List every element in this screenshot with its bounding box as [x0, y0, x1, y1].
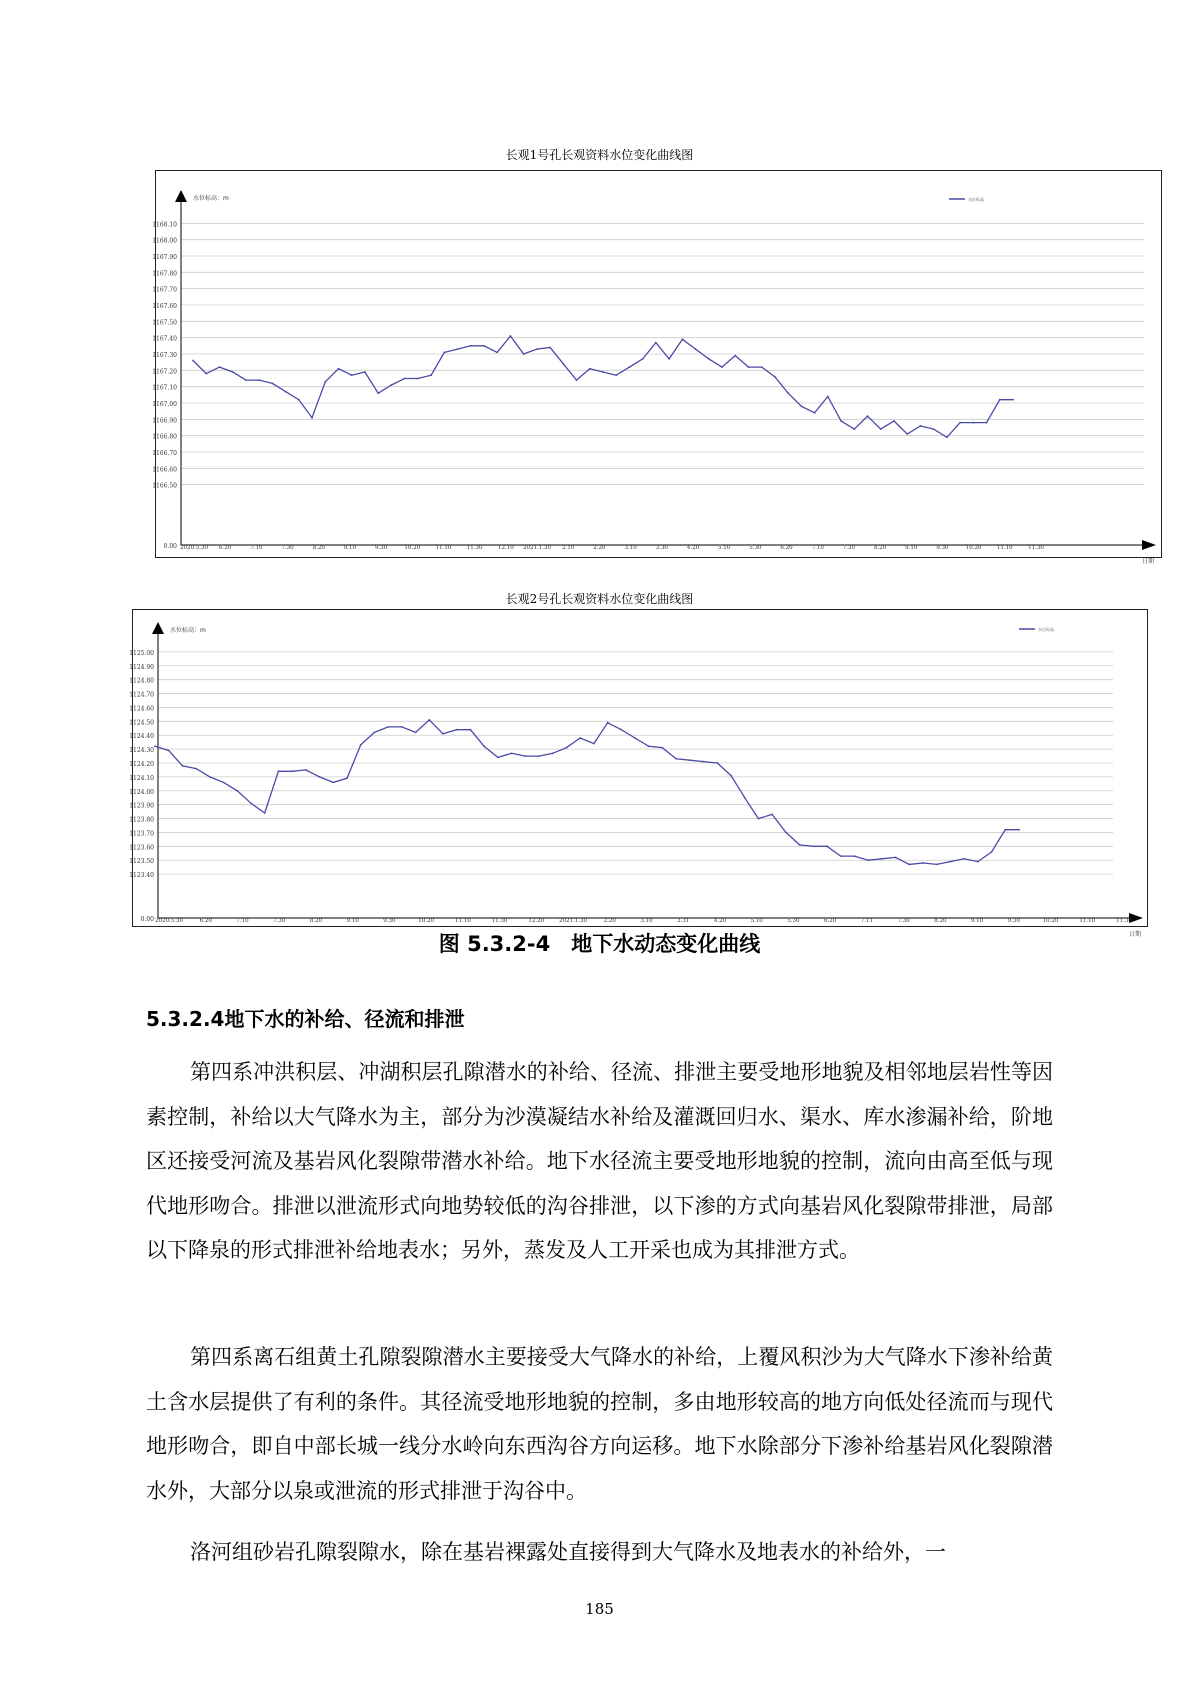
chart2-svg	[129, 610, 1147, 938]
chart2-ytick-label: 1124.30	[129, 747, 154, 755]
chart1-xtick-label: 8.20	[873, 545, 887, 551]
chart1-xtick-label: 11.30	[466, 545, 483, 551]
chart2-ytick-label: 1123.90	[129, 802, 154, 810]
chart2-xtick-label: 3.10	[640, 918, 653, 924]
chart2-xtick-label: 7.10	[236, 918, 249, 924]
chart2-data-point	[620, 729, 622, 731]
chart1-data-point	[986, 422, 988, 424]
chart1-data-point	[205, 373, 207, 375]
chart1-data-point	[391, 384, 393, 386]
chart2-data-point	[854, 855, 856, 857]
chart2-xtick-label: 9.10	[346, 918, 359, 924]
chart2-data-point	[428, 719, 430, 721]
chart1-data-point	[774, 376, 776, 378]
chart1-data-point	[443, 352, 445, 354]
chart2-xtick-label: 5.10	[750, 918, 763, 924]
chart2-ytick-label: 1123.50	[129, 858, 154, 866]
chart1-data-point	[655, 342, 657, 344]
chart2-data-point	[387, 726, 389, 728]
chart1-ytick-label: 1166.50	[152, 482, 177, 490]
chart2-xlabel: 日期	[1129, 931, 1142, 938]
chart2-data-point	[278, 770, 280, 772]
paragraph-1: 第四系冲洪积层、冲湖积层孔隙潜水的补给、径流、排泄主要受地形地貌及相邻地层岩性等因素控制，补给以大气降水为主，部分为沙漠凝结水补给及灌溉回归水、渠水、库水渗漏补给，阶地区还接受河流及基岩风化裂隙带潜水补给。地下水径流主要受地形地貌的控制，流向由高至低与现代地形吻合。排泄以泄流形式向地势较低的沟谷排泄，以下渗的方式向基岩风化裂隙带排泄，局部以下降泉的形式排泄补给地表水；另外，蒸发及人工开采也成为其排泄方式。	[146, 1060, 1053, 1262]
chart2-xtick-label: 8.20	[309, 918, 323, 924]
chart1-data-point	[867, 415, 869, 417]
chart1-data-point	[589, 368, 591, 370]
chart2-data-point	[332, 782, 334, 784]
chart2-data-point	[305, 769, 307, 771]
chart2-data-point	[593, 743, 595, 745]
chart2-xtick-label: 11.30	[1116, 918, 1132, 924]
chart1-xtick-label: 7.30	[842, 545, 856, 551]
chart1-data-point	[562, 363, 564, 365]
chart2-xtick-label: 11.10	[1079, 918, 1096, 924]
chart2-y-axis-arrow	[152, 622, 164, 634]
chart2-ylabel: 水位标高：m	[170, 627, 206, 634]
chart2-data-point	[675, 758, 677, 760]
chart1-data-point	[920, 425, 922, 427]
chart2-data-point	[401, 726, 403, 728]
chart1-legend-label: 水位标高	[968, 197, 984, 202]
chart2-data-point	[195, 768, 197, 770]
chart1-xtick-label: 4.20	[686, 545, 700, 551]
chart1-ytick-label: 1166.70	[152, 450, 177, 457]
chart2-xtick-label: 2.20	[603, 918, 616, 924]
chart1-title: 长观1号孔长观资料水位变化曲线图	[505, 148, 694, 162]
chart2-data-point	[511, 752, 513, 754]
chart1-data-point	[602, 371, 604, 373]
chart2-data-point	[360, 744, 362, 746]
chart2-data-point	[689, 759, 691, 761]
chart1-data-point	[245, 379, 247, 381]
chart2-ytick-label: 1123.80	[129, 816, 154, 824]
chart1-data-point	[906, 433, 908, 435]
section-heading: 5.3.2.4地下水的补给、径流和排泄	[146, 1007, 465, 1031]
chart1-data-point	[946, 436, 948, 438]
chart1-ytick-label: 1167.10	[152, 384, 177, 392]
chart1-xtick-label: 10.20	[965, 545, 982, 551]
chart1-data-point	[972, 422, 974, 424]
chart1-data-point	[549, 347, 551, 349]
chart2-xtick-label: 5.30	[787, 918, 800, 924]
chart1-xlabel: 日期	[1142, 558, 1155, 565]
chart1-data-point	[840, 420, 842, 422]
chart2-data-point	[182, 765, 184, 767]
chart1-data-point	[721, 366, 723, 368]
chart1-data-point	[853, 428, 855, 430]
chart2-origin-label: 0.00	[140, 916, 154, 923]
paragraph-3: 洛河组砂岩孔隙裂隙水，除在基岩裸露处直接得到大气降水及地表水的补给外，一	[190, 1540, 946, 1564]
chart1-xtick-label: 6.20	[219, 545, 232, 551]
chart2-data-point	[662, 747, 664, 749]
chart2-data-point	[470, 729, 472, 731]
chart1-xtick-label: 10.20	[404, 545, 421, 551]
chart1-xtick-label: 7.30	[281, 545, 294, 551]
chart1-data-point	[232, 371, 234, 373]
chart1-data-point	[298, 399, 300, 401]
chart2-ytick-label: 1124.60	[129, 705, 154, 713]
chart1-xtick-label: 9.30	[374, 545, 388, 551]
chart1-data-point	[324, 381, 326, 383]
chart1-data-point	[258, 379, 260, 381]
chart2-data-point	[566, 747, 568, 749]
chart2-data-point	[250, 802, 252, 804]
chart2-data-point	[552, 752, 554, 754]
chart2-xtick-label: 10.20	[418, 918, 434, 924]
chart1-data-point	[523, 353, 525, 355]
chart1-data-point	[192, 360, 194, 362]
chart2-data-point	[264, 812, 266, 814]
figure-caption: 图 5.3.2-4 地下水动态变化曲线	[438, 932, 761, 956]
chart2-xtick-label: 7.11	[860, 918, 874, 924]
chart2-xtick-label: 4.20	[713, 918, 727, 924]
chart2-xtick-label: 2021.1.30	[559, 918, 588, 924]
chart2-xtick-label: 11.30	[491, 918, 508, 924]
chart2-data-point	[346, 777, 348, 779]
chart2-xtick-label: 9.10	[970, 918, 984, 924]
chart2-data-point	[716, 762, 718, 764]
chart2-xtick-label: 10.20	[1042, 918, 1059, 924]
chart2-data-point	[1004, 829, 1006, 831]
chart2-title: 长观2号孔长观资料水位变化曲线图	[505, 592, 694, 606]
chart1-ytick-label: 1168.10	[152, 221, 177, 229]
chart1-xtick-label: 5.10	[718, 545, 731, 551]
chart1-data-point	[510, 335, 512, 337]
chart1-xtick-label: 9.30	[936, 545, 949, 551]
chart1-ytick-label: 1167.20	[152, 368, 177, 376]
chart2-data-point	[867, 859, 869, 861]
chart1-data-point	[880, 428, 882, 430]
chart1-xtick-label: 11.10	[435, 545, 452, 551]
chart2-xtick-label: 7.30	[273, 918, 286, 924]
chart2-xtick-label: 9.30	[1007, 918, 1020, 924]
chart2-frame	[129, 609, 1148, 938]
chart1-data-point	[470, 345, 472, 347]
chart2-data-point	[607, 722, 609, 724]
chart2-data-point	[991, 851, 993, 853]
chart1-data-point	[351, 374, 353, 376]
chart1-data-point	[377, 392, 379, 394]
chart2-ytick-label: 1124.90	[129, 663, 154, 671]
chart1-data-point	[285, 391, 287, 393]
chart2-ytick-label: 1125.00	[129, 649, 154, 657]
chart2-xtick-label: 9.30	[383, 918, 396, 924]
chart2-xtick-label: 3.31	[677, 918, 690, 924]
chart1-data-point	[629, 366, 631, 368]
chart1-origin-label: 0.00	[163, 543, 177, 550]
chart1-data-point	[959, 422, 961, 424]
chart2-data-point	[895, 857, 897, 859]
chart1-ytick-label: 1167.40	[152, 335, 177, 343]
chart2-ytick-label: 1123.60	[129, 844, 154, 852]
chart2-data-point	[456, 729, 458, 731]
chart2-ytick-label: 1124.70	[129, 691, 154, 699]
chart2-data-point	[881, 858, 883, 860]
chart2-ytick-label: 1123.70	[129, 830, 154, 838]
chart1-xtick-label: 3.30	[655, 545, 668, 551]
chart1-xtick-label: 9.10	[343, 545, 357, 551]
chart1-data-point	[801, 405, 803, 407]
chart2-data-point	[758, 818, 760, 820]
chart1-xtick-label: 6.20	[780, 545, 793, 551]
chart1-data-point	[827, 396, 829, 398]
chart2-data-point	[374, 732, 376, 734]
chart2-data-point	[950, 861, 952, 863]
chart2-data-point	[936, 864, 938, 866]
chart2-series-line	[155, 720, 1019, 865]
chart2-xtick-label: 2020.5.30	[155, 918, 183, 924]
chart1-data-point	[748, 366, 750, 368]
chart1-ytick-label: 1167.00	[152, 401, 177, 408]
chart1-data-point	[219, 366, 221, 368]
chart2-data-point	[223, 782, 225, 784]
chart1-xtick-label: 11.10	[996, 545, 1013, 551]
chart2-ytick-label: 1123.40	[129, 872, 154, 880]
chart1-ytick-label: 1166.80	[152, 433, 177, 441]
paragraph-2: 第四系离石组黄土孔隙裂隙潜水主要接受大气降水的补给，上覆风积沙为大气降水下渗补给黄土含水层提供了有利的条件。其径流受地形地貌的控制，多由地形较高的地方向低处径流而与现代地形吻合，即自中部长城一线分水岭向东西沟谷方向运移。地下水除部分下渗补给基岩风化裂隙潜水外，大部分以泉或泄流的形式排泄于沟谷中。	[146, 1345, 1053, 1503]
chart1-frame	[152, 170, 1162, 565]
chart1-data-point	[430, 374, 432, 376]
chart2-data-point	[826, 845, 828, 847]
chart2-data-point	[730, 775, 732, 777]
chart1-data-point	[734, 355, 736, 357]
chart1-xtick-label: 5.30	[749, 545, 762, 551]
chart1-ytick-label: 1168.00	[152, 237, 177, 245]
chart1-xtick-label: 7.10	[250, 545, 263, 551]
chart1-data-point	[417, 378, 419, 380]
chart1-data-point	[642, 358, 644, 360]
chart1-data-point	[338, 368, 340, 370]
chart2-xtick-label: 12.20	[528, 918, 545, 924]
chart1-data-point	[457, 348, 459, 350]
chart2-legend-label: 水位标高	[1038, 627, 1054, 632]
chart2-data-point	[168, 750, 170, 752]
chart2-data-point	[319, 776, 321, 778]
chart1-data-point	[787, 392, 789, 394]
chart1-ytick-label: 1166.60	[152, 466, 177, 474]
chart2-data-point	[977, 861, 979, 863]
chart1-ytick-label: 1167.70	[152, 286, 177, 294]
chart1-xtick-label: 12.10	[497, 545, 514, 551]
chart1-data-point	[668, 358, 670, 360]
chart1-svg	[152, 171, 1161, 565]
chart2-ytick-label: 1124.20	[129, 761, 154, 768]
chart1-data-point	[615, 374, 617, 376]
chart2-data-point	[154, 745, 156, 747]
chart1-data-point	[404, 378, 406, 380]
chart2-ytick-label: 1124.50	[129, 719, 154, 727]
chart1-ylabel: 水位标高：m	[193, 195, 229, 202]
chart1-data-point	[695, 348, 697, 350]
chart2-ytick-label: 1124.10	[129, 774, 154, 782]
chart1-xtick-label: 3.10	[624, 545, 637, 551]
chart2-data-point	[483, 745, 485, 747]
chart1-x-axis-arrow	[1142, 540, 1156, 550]
chart1-data-point	[761, 366, 763, 368]
chart2-data-point	[497, 757, 499, 759]
chart1-data-point	[893, 420, 895, 422]
chart2-data-point	[442, 733, 444, 735]
chart2-data-point	[703, 761, 705, 763]
chart2-ytick-label: 1124.40	[129, 733, 154, 741]
chart2-data-point	[634, 737, 636, 739]
chart1-data-point	[496, 352, 498, 354]
chart2-data-point	[291, 770, 293, 772]
chart2-data-point	[524, 755, 526, 757]
chart2-data-point	[648, 745, 650, 747]
chart1-data-point	[708, 358, 710, 360]
chart1-data-point	[682, 338, 684, 340]
chart1-xtick-label: 2021.1.30	[523, 545, 552, 551]
chart2-data-point	[963, 858, 965, 860]
chart2-data-point	[799, 844, 801, 846]
chart1-data-point	[999, 399, 1001, 401]
chart1-data-point	[814, 412, 816, 414]
chart2-data-point	[812, 845, 814, 847]
chart1-data-point	[272, 383, 274, 385]
chart1-data-point	[536, 348, 538, 350]
chart2-data-point	[415, 732, 417, 734]
chart2-data-point	[922, 862, 924, 864]
chart2-xtick-label: 6.20	[824, 918, 837, 924]
chart1-data-point	[933, 428, 935, 430]
chart1-data-point	[483, 345, 485, 347]
chart2-data-point	[579, 737, 581, 739]
chart2-data-point	[785, 832, 787, 834]
chart2-xtick-label: 6.20	[199, 918, 212, 924]
chart2-xtick-label: 8.20	[934, 918, 947, 924]
chart1-ytick-label: 1167.30	[152, 352, 177, 359]
chart1-ytick-label: 1166.90	[152, 417, 177, 425]
chart2-data-point	[771, 814, 773, 816]
chart1-data-point	[1012, 399, 1014, 401]
chart1-xtick-label: 9.10	[905, 545, 918, 551]
page-number: 185	[585, 1600, 614, 1618]
chart2-data-point	[1018, 829, 1020, 831]
chart2-data-point	[538, 755, 540, 757]
chart1-ytick-label: 1167.60	[152, 303, 177, 310]
chart2-ytick-label: 1124.00	[129, 788, 154, 796]
chart1-data-point	[364, 371, 366, 373]
chart1-xtick-label: 2.10	[562, 545, 575, 551]
chart1-xtick-label: 2.20	[593, 545, 606, 551]
chart2-data-point	[236, 790, 238, 792]
chart2-data-point	[908, 864, 910, 866]
chart2-xtick-label: 11.10	[454, 918, 471, 924]
chart1-data-point	[576, 379, 578, 381]
chart1-xtick-label: 11.30	[1028, 545, 1044, 551]
chart1-ytick-label: 1167.50	[152, 319, 177, 327]
chart1-data-point	[311, 417, 313, 419]
chart1-ytick-label: 1167.90	[152, 254, 177, 261]
chart1-xtick-label: 8.20	[312, 545, 325, 551]
chart2-ytick-label: 1124.80	[129, 677, 154, 685]
chart1-ytick-label: 1167.80	[152, 270, 177, 278]
chart2-data-point	[840, 855, 842, 857]
chart1-xtick-label: 7.10	[811, 545, 824, 551]
chart1-y-axis-arrow	[175, 190, 187, 202]
chart2-data-point	[209, 776, 211, 778]
chart2-data-point	[744, 797, 746, 799]
chart1-xtick-label: 2020.5.30	[180, 545, 208, 551]
chart2-xtick-label: 7.30	[897, 918, 910, 924]
